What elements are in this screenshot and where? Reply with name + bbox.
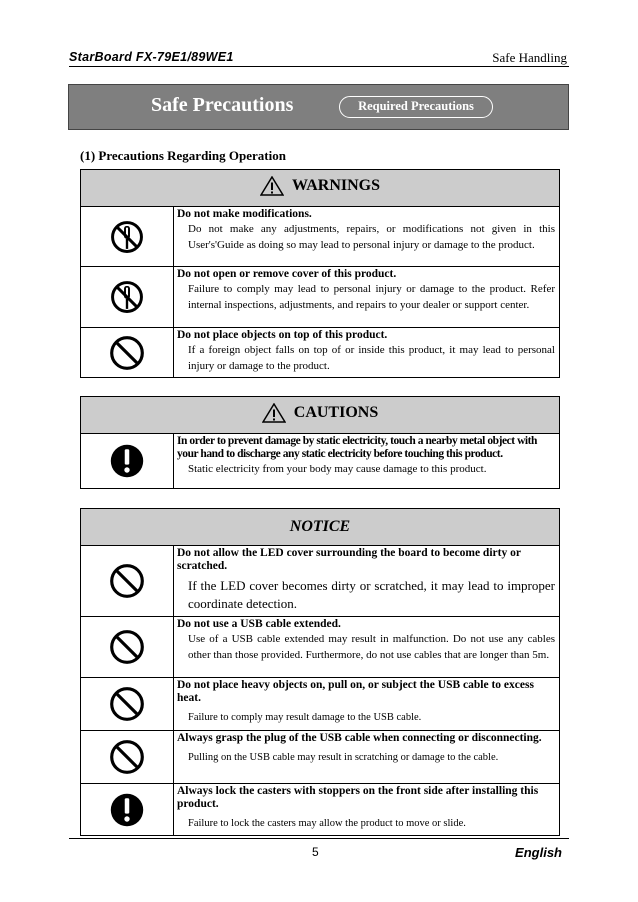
notice-3-icon-cell [81, 678, 174, 731]
notice-5-icon-cell [81, 784, 174, 836]
warning-2-title: Do not open or remove cover of this product. [177, 268, 397, 280]
safe-precautions-banner [68, 84, 569, 130]
warning-triangle-icon [260, 176, 284, 196]
notice-2-icon-cell [81, 617, 174, 678]
notice-1-text [174, 546, 560, 617]
notice-1-body: If the LED cover becomes dirty or scratched, it may lead to improper coordinate detection. [188, 578, 555, 611]
notice-3-body: Failure to comply may result damage to the USB cable. [188, 712, 422, 723]
required-precautions-badge: Required Precautions [339, 96, 493, 118]
caution-1-text [174, 434, 560, 489]
notice-4-text [174, 731, 560, 784]
notice-2-title: Do not use a USB cable extended. [177, 618, 341, 630]
warning-1-text [174, 207, 560, 267]
notice-5-text [174, 784, 560, 836]
notice-4-title: Always grasp the plug of the USB cable when connecting or disconnecting. [177, 732, 542, 744]
notice-5-body: Failure to lock the casters may allow the product to move or slide. [188, 818, 466, 829]
header-rule [69, 66, 569, 67]
notice-1-icon-cell [81, 546, 174, 617]
warnings-header [81, 170, 560, 207]
caution-1-body: Static electricity from your body may cause damage to this product. [188, 463, 487, 475]
prohibited-icon [109, 739, 145, 775]
banner-title: Safe Precautions [151, 94, 294, 116]
prohibited-icon [109, 629, 145, 665]
prohibited-icon [109, 563, 145, 599]
caution-1-title: In order to prevent damage by static electricity, touch a nearby metal object with your hand to discharge any static electricity before touching this product. [177, 435, 537, 460]
warning-1-title: Do not make modifications. [177, 208, 312, 220]
warning-1-icon-cell [81, 207, 174, 267]
prohibited-icon [109, 335, 145, 371]
mandatory-action-icon [109, 792, 145, 828]
warnings-table [80, 169, 560, 378]
cautions-header [81, 397, 560, 434]
notice-2-body: Use of a USB cable extended may result in malfunction. Do not use any cables other than those provided. Furthermore, do not use cables that are longer than 5m. [188, 633, 555, 661]
mandatory-action-icon [109, 443, 145, 479]
notice-3-text [174, 678, 560, 731]
warning-triangle-icon [262, 403, 286, 423]
prohibited-icon [109, 686, 145, 722]
cautions-table [80, 396, 560, 489]
notice-heading: NOTICE [289, 518, 351, 535]
notice-header [81, 509, 560, 546]
notice-3-title: Do not place heavy objects on, pull on, or subject the USB cable to excess heat. [177, 679, 534, 704]
caution-1-icon-cell [81, 434, 174, 489]
notice-5-title: Always lock the casters with stoppers on the front side after installing this product. [177, 785, 539, 810]
section-subheading: (1) Precautions Regarding Operation [80, 148, 286, 163]
warning-2-text [174, 267, 560, 328]
warning-2-body: Failure to comply may lead to personal injury or damage to the product. Refer internal inspections, adjustments, and repairs to your dealer or support center. [188, 283, 555, 311]
notice-4-body: Pulling on the USB cable may result in scratching or damage to the cable. [188, 752, 499, 763]
footer-language: English [515, 845, 562, 860]
notice-4-icon-cell [81, 731, 174, 784]
notice-1-title: Do not allow the LED cover surrounding the board to become dirty or scratched. [177, 547, 521, 572]
warning-3-icon-cell [81, 328, 174, 378]
no-disassembly-icon [110, 220, 144, 254]
notice-2-text [174, 617, 560, 678]
header-section-name: Safe Handling [492, 50, 567, 65]
warning-3-title: Do not place objects on top of this product. [177, 329, 388, 341]
warning-1-body: Do not make any adjustments, repairs, or modifications not given in this User's'Guide as doing so may lead to personal injury or damage to the product. [188, 223, 555, 251]
cautions-heading: CAUTIONS [293, 403, 379, 421]
warning-2-icon-cell [81, 267, 174, 328]
footer-rule [69, 838, 569, 839]
header-product-name: StarBoard FX-79E1/89WE1 [69, 50, 234, 64]
no-disassembly-icon [110, 280, 144, 314]
notice-table [80, 508, 560, 836]
warning-3-text [174, 328, 560, 378]
warnings-heading: WARNINGS [291, 176, 380, 194]
warning-3-body: If a foreign object falls on top of or inside this product, it may lead to personal injury or damage to the product. [188, 344, 555, 372]
page-number: 5 [312, 845, 319, 859]
